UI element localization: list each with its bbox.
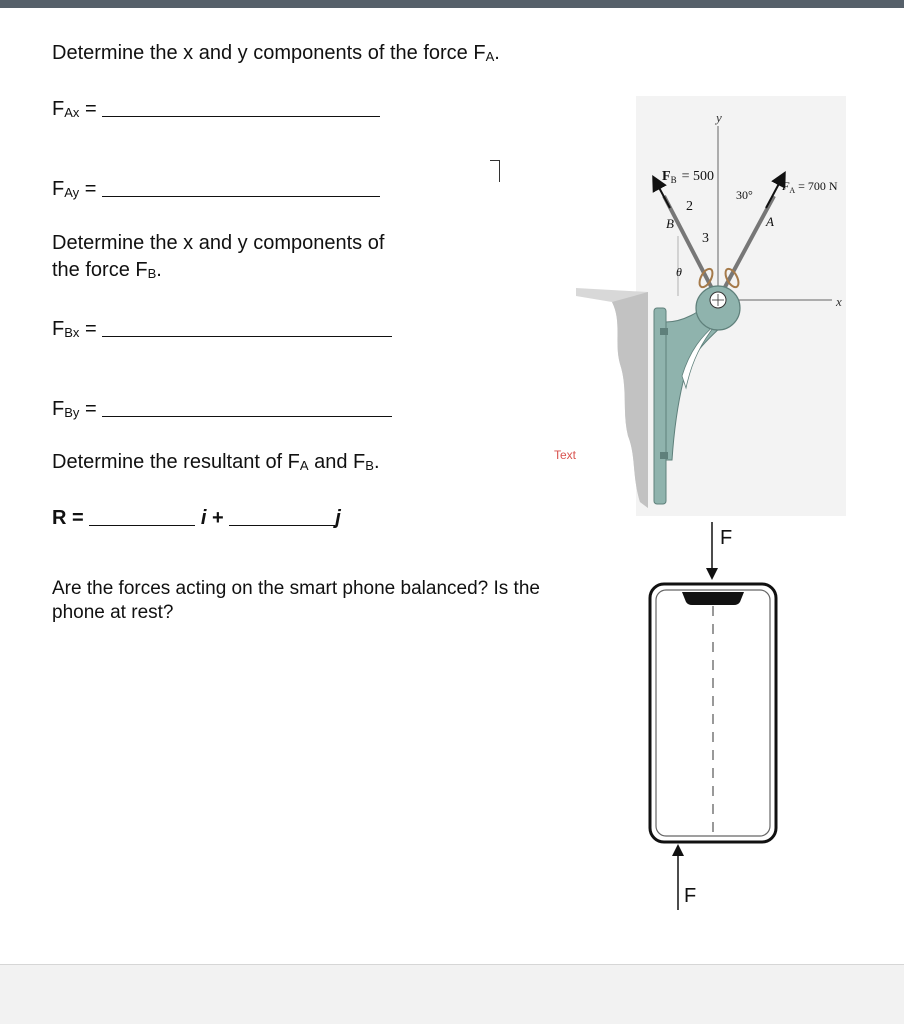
answer-fay: $F_{Ay}$ = [52, 176, 380, 202]
force-bottom-arrowhead [672, 844, 684, 856]
text-label: Text [554, 448, 577, 462]
theta-label: θ [676, 265, 682, 279]
bolt-bottom [660, 452, 668, 459]
bracket-plate [654, 308, 666, 504]
question-fb-components-line2: the force $F_B$. [52, 259, 162, 281]
fby-blank[interactable] [102, 397, 392, 417]
fay-blank[interactable] [102, 177, 380, 197]
answer-fax: $F_{Ax}$ = [52, 96, 380, 122]
question-fb-components-line1: Determine the x and y components of [52, 232, 385, 254]
bottom-area [0, 964, 904, 1024]
phone-notch [682, 592, 744, 605]
fb-label: $F_B = 500$ [662, 169, 714, 185]
question-balanced-line1: Are the forces acting on the smart phone balanced? Is the [52, 578, 540, 599]
r-j-blank[interactable] [229, 506, 335, 526]
force-bottom-label: F [684, 885, 697, 907]
ratio-3-label: 3 [702, 231, 709, 246]
axis-y-label: y [716, 110, 722, 125]
force-top-arrowhead [706, 568, 718, 580]
angle-label: 30° [736, 188, 753, 202]
ratio-2-label: 2 [686, 199, 693, 214]
answer-fby: $F_{By}$ = [52, 396, 392, 422]
point-a-label: A [766, 214, 774, 229]
point-b-label: B [666, 216, 674, 231]
question-resultant: Determine the resultant of $F_A$ and $F_B$. [52, 451, 380, 473]
axis-x-label: x [836, 294, 842, 309]
bolt-top [660, 328, 668, 335]
fax-blank[interactable] [102, 97, 380, 117]
bracket-figure [576, 96, 846, 516]
fbx-blank[interactable] [102, 317, 392, 337]
question-fa-components: Determine the x and y components of the force $F_A$. [52, 42, 500, 64]
force-top-label: F [720, 527, 733, 549]
r-i-blank[interactable] [89, 506, 195, 526]
answer-resultant: R = i + j [52, 507, 341, 529]
fa-label: $F_A = 700$ N [782, 179, 838, 195]
corner-mark [490, 160, 500, 182]
answer-fbx: $F_{Bx}$ = [52, 316, 392, 342]
top-bar [0, 0, 904, 8]
phone-diagram [640, 510, 790, 920]
question-balanced-line2: phone at rest? [52, 602, 174, 623]
wall-shadow [612, 292, 648, 508]
